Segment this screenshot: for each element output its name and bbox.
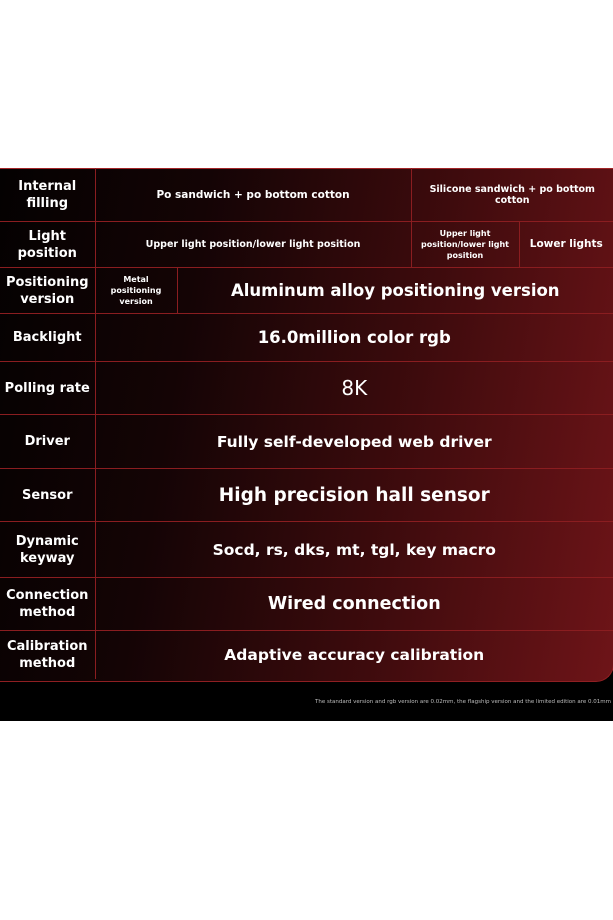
table-row xyxy=(0,268,613,314)
row-label-driver: Driver xyxy=(0,415,95,469)
dynamic-keyway-value: Socd, rs, dks, mt, tgl, key macro xyxy=(95,522,613,578)
footnote: The standard version and rgb version are 0.02mm, the flagship version and the limited edition are 0.01mm xyxy=(315,699,611,705)
table-row xyxy=(0,222,613,268)
light-position-value-a: Upper light position/lower light position xyxy=(95,222,411,268)
spec-table xyxy=(0,168,613,679)
row-label-backlight: Backlight xyxy=(0,314,95,362)
connection-method-value: Wired connection xyxy=(95,578,613,631)
polling-rate-value: 8K xyxy=(95,362,613,415)
spec-panel xyxy=(0,168,613,721)
driver-value: Fully self-developed web driver xyxy=(95,415,613,469)
table-row xyxy=(0,631,613,679)
internal-filling-value-b: Silicone sandwich + po bottom cotton xyxy=(411,169,613,222)
positioning-version-value-a: Metal positioning version xyxy=(95,268,177,314)
table-row xyxy=(0,578,613,631)
row-label-positioning-version: Positioning version xyxy=(0,268,95,314)
row-label-dynamic-keyway: Dynamic keyway xyxy=(0,522,95,578)
table-row xyxy=(0,469,613,522)
row-label-sensor: Sensor xyxy=(0,469,95,522)
row-label-internal-filling: Internal filling xyxy=(0,169,95,222)
row-label-light-position: Light position xyxy=(0,222,95,268)
sensor-value: High precision hall sensor xyxy=(95,469,613,522)
table-row xyxy=(0,362,613,415)
calibration-method-value: Adaptive accuracy calibration xyxy=(95,631,613,679)
light-position-value-b: Upper light position/lower light position xyxy=(411,222,519,268)
table-row xyxy=(0,522,613,578)
row-label-calibration-method: Calibration method xyxy=(0,631,95,679)
table-row xyxy=(0,415,613,469)
table-row xyxy=(0,169,613,222)
backlight-value: 16.0million color rgb xyxy=(95,314,613,362)
positioning-version-value-b: Aluminum alloy positioning version xyxy=(177,268,613,314)
table-row xyxy=(0,314,613,362)
row-label-polling-rate: Polling rate xyxy=(0,362,95,415)
internal-filling-value-a: Po sandwich + po bottom cotton xyxy=(95,169,411,222)
row-label-connection-method: Connection method xyxy=(0,578,95,631)
light-position-value-c: Lower lights xyxy=(519,222,613,268)
